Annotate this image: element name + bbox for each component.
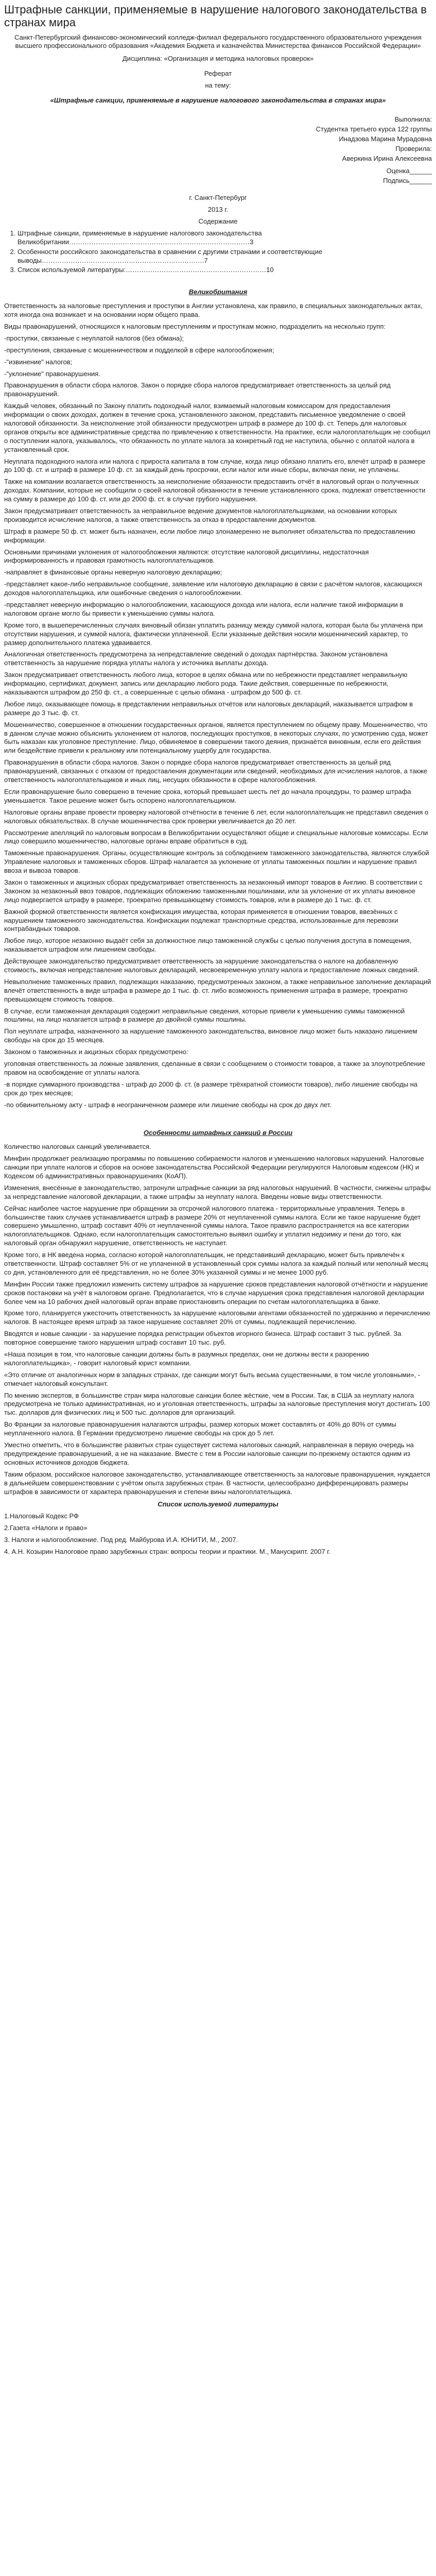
paragraph: Во Франции за налоговые правонарушения налагаются штрафы, размер которых может составлять от 40% до 80% от суммы неуплаченного налога. В Германии предусмотрено лишение свободы на срок до 5 лет.: [4, 1420, 396, 1437]
literature-heading: Список используемой литературы: [158, 1500, 278, 1509]
paragraph: Пол неуплате штрафа, назначенного за нарушение таможенного законодательства, виновное лицо может быть наказано лишением свободы на срок до 15 месяцев.: [4, 1027, 417, 1044]
paragraph: Минфин продолжает реализацию программы по повышению собираемости налогов и уменьшению налоговых нарушений. Налоговые санкции при уплате налогов и сборов на основе законодательства Российской Федерации регулируются Налоговым кодексом (НК) и Кодексом об административных правонарушениях (КоАП).: [4, 1155, 424, 1180]
paragraph: Таможенные правонарушения. Органы, осуществляющие контроль за соблюдением таможенного законодательства, являются службой Управление налоговых и таможенных сборов. Штраф налагается за уклонение от уплаты таможенных пошлин и нарушение правил ввоза и вывоза товаров.: [4, 849, 429, 875]
toc-item[interactable]: 3. Список используемой литературы:………………………………………………………10: [18, 266, 432, 275]
table-of-contents: [4, 217, 432, 275]
literature-item: 1.Налоговый Кодекс РФ: [4, 1512, 79, 1520]
student-info: Студентка третьего курса 122 группы: [316, 125, 432, 133]
paragraph: По мнению экспертов, в большинстве стран мира налоговые санкции более жёсткие, чем в России. Так, в США за неуплату налога предусмотрена не только административная, но и уголовная ответственность, штрафы за налоговые преступления могут достигать 100 тыс. долларов для физических лиц и 500 тыс. долларов для организаций.: [4, 1391, 430, 1417]
literature-section: [4, 1500, 432, 1556]
paragraph: Правонарушения в области сбора налогов. Закон о порядке сбора налогов предусматривает ответственность за целый ряд правонарушений, связанных с отказом от предоставления документации или сведений, необходимых для исчисления налогов, а также ответственность налогоплательщиков и иных лиц, несущих обязанности в сфере налогообложения.: [4, 758, 428, 784]
paragraph: Изменения, внесённые в законодательство, затронули штрафные санкции за ряд налоговых нарушений. В частности, снижены штрафы за непредставление налоговой декларации, а также штрафы за неуплату налога. Введены новые виды ответственности.: [4, 1183, 431, 1200]
performed-label: Выполнила:: [394, 115, 432, 123]
doc-type: Реферат: [204, 70, 232, 78]
discipline-line: Дисциплина: «Организация и методика налоговых проверок»: [122, 55, 314, 63]
paragraph: В случае, если таможенная декларация содержит неправильные сведения, которые привели к уменьшению суммы таможенной пошлины, на лицо налагается штраф в размере до двойной суммы пошлины.: [4, 1007, 405, 1024]
paragraph: Кроме того, планируется ужесточить ответственность за нарушение налоговыми агентами обязанностей по удержанию и перечислению налогов. В настоящее время штраф за такое нарушение составляет 20% от суммы, подлежащей перечислению.: [4, 1309, 430, 1326]
paragraph: Виды правонарушений, относящихся к налоговым преступлениям и проступкам можно, подразделить на несколько групп:: [4, 322, 386, 330]
paragraph: Налоговые органы вправе провести проверку налоговой отчётности в течение 6 лет, если налогоплательщик не представил сведения о налоговых обязательствах. В случае мошенничества срок проверки увеличивается до 20 лет.: [4, 808, 429, 825]
paragraph: Основными причинами уклонения от налогообложения являются: отсутствие налоговой дисциплины, недостаточная информированность и правовая грамотность налогоплательщиков.: [4, 548, 369, 565]
paragraph: Количество налоговых санкций увеличивается.: [4, 1143, 151, 1151]
paragraph: Аналогичная ответственность предусмотрена за непредставление сведений о доходах партнёрства. Законом установлена ответственность за нарушение порядка уплаты налога у источника выплаты дохода.: [4, 650, 388, 667]
literature-item: 2.Газета «Налоги и право»: [4, 1524, 88, 1532]
teacher-name: Аверкина Ирина Алексеевна: [342, 154, 432, 162]
paragraph: -представляет неверную информацию о налогообложении, касающуюся дохода или налога, если наличие такой информации в налоговом органе могло бы привести к уменьшению суммы налога.: [4, 601, 404, 617]
paragraph: Кроме того, в вышеперечисленных случаях виновный обязан уплатить разницу между суммой налога, которая была бы уплачена при отсутствии нарушения, и суммой налога, фактически уплаченной. Если указанные действия носили мошеннический характер, то размер дополнительного платежа удваивается.: [4, 621, 423, 647]
paragraph: Неуплата подоходного налога или налога с прироста капитала в том случае, когда лицо обязано платить его, влечёт штраф в размере до 100 ф. ст. и штраф в размере 10 ф. ст. за каждый день просрочки, если налог или иные сборы, включая пени, не уплачены.: [4, 457, 426, 474]
paragraph: Закон предусматривает ответственность за неправильное ведение документов налогоплательщиками, на основании которых производится исчисление налогов, а также ответственность за отказ в предоставлении документов.: [4, 507, 397, 523]
section-great-britain: [4, 288, 432, 1109]
paragraph: Важной формой ответственности является конфискация имущества, которая применяется в отношении товаров, ввезённых с нарушением таможенного законодательства. Конфискации подлежат транспортные средства, использованные для перевозки контрабандных товаров.: [4, 907, 398, 933]
paragraph: Штраф в размере 50 ф. ст. может быть назначен, если любое лицо злонамеренно не выполняет обязательства по предоставлению информации.: [4, 527, 415, 544]
paragraph: «Наша позиция в том, что налоговые санкции должны быть в разумных пределах, они не должны вести к разорению налогоплательщика», - говорит налоговый юрист компании.: [4, 1350, 369, 1367]
paragraph: Действующее законодательство предусматривает ответственность за нарушение законодательства о налоге на добавленную стоимость, включая непредставление налоговых деклараций, несвоевременную уплату налога и предоставление ложных сведений.: [4, 957, 420, 974]
paragraph: -преступления, связанные с мошенничеством и подделкой в сфере налогообложения;: [4, 346, 274, 354]
paragraph: Таким образом, российское налоговое законодательство, устанавливающее ответственность за налоговые правонарушения, нуждается в дальнейшем совершенствовании с учётом опыта зарубежных стран. В частности, целесообразно дифференцировать размеры штрафов в зависимости от характера правонарушения и степени вины налогоплательщика.: [4, 1470, 430, 1496]
paragraph: Если правонарушение было совершено в течение срока, который превышает шесть лет до начала процедуры, то размер штрафа уменьшается. Такое решение может быть оспорено налогоплательщиком.: [4, 787, 411, 804]
paragraph: -"уклонение" правонарушения.: [4, 369, 100, 378]
toc-list: [4, 229, 432, 275]
toc-heading: Содержание: [198, 217, 238, 225]
section-heading: Особенности штрафных санкций в России: [143, 1129, 293, 1137]
section-heading: Великобритания: [188, 288, 248, 296]
page-title: Штрафные санкции, применяемые в нарушение налогового законодательства в странах мира: [4, 3, 427, 29]
literature-item: 4. А.Н. Козырин Налоговое право зарубежных стран: вопросы теории и практики. М., Манускрипт. 2007 г.: [4, 1547, 331, 1555]
paragraph: Рассмотрение апелляций по налоговым вопросам в Великобритании осуществляют общие и специальные налоговые комиссары. Если лицо совершило мошенничество, налоговые органы вправе обратиться в суд.: [4, 828, 428, 845]
section-body: [4, 1143, 432, 1496]
section-body: [4, 302, 432, 1109]
paragraph: Также на компании возлагается ответственность за неисполнение обязанности предоставить отчёт в налоговый орган о полученных доходах. Компании, которые не сообщили о своей налоговой обязанности в течение установленного срока, подлежат ответственности на сумму в размере до 100 ф. ст. или до 2000 ф. ст. в случае грубого нарушения.: [4, 478, 426, 503]
paragraph: Вводятся и новые санкции - за нарушение порядка регистрации объектов игорного бизнеса. Штраф составит 3 тыс. рублей. За повторное совершение такого нарушения штраф составит 10 тыс. руб.: [4, 1330, 402, 1347]
section-russia: [4, 1129, 432, 1496]
paragraph: Минфин России также предложил изменить систему штрафов за нарушение сроков представления налоговой отчётности и нарушение сроков постановки на учёт в налоговом органе. Предполагается, что в случае нарушения срока представления налоговой декларации более чем на 10 рабочих дней налоговый орган вправе приостановить операции по счетам налогоплательщика в банке.: [4, 1280, 428, 1306]
paragraph: Мошенничество, совершенное в отношении государственных органов, является преступлением по общему праву. Мошенничество, что в данном случае можно объяснить уклонением от налогов, последующих проступков, в некоторых случаях, по усмотрению суда, может быть наказан как уголовное преступление. Лицо, обвиняемое в совершении такого деяния, признаётся виновным, если его действия или бездействие привели к реальному или потенциальному ущербу для государства.: [4, 720, 428, 755]
paragraph: Кроме того, в НК введена норма, согласно которой налогоплательщик, не представивший декларацию, может быть привлечён к ответственности. Штраф составляет 5% от не уплаченной в установленный срок суммы налога за каждый полный или неполный месяц со дня, установленного для её представления, но не более 30% указанной суммы и не менее 1000 руб.: [4, 1251, 428, 1276]
paragraph: Сейчас наиболее частое нарушение при обращении за отсрочкой налогового платежа - территориальные управления. Теперь в большинстве таких случаев устанавливается штраф в размере 20% от неуплаченной суммы налога. Если же такое нарушение будет совершено умышленно, штраф составит 40% от неуплаченной суммы налога. Такое правило распространяется на все категории налогоплательщиков. Однако, если налогоплательщик самостоятельно выявил ошибку и уплатил недоимку и пени до того, как налоговый орган обнаружил нарушение, ответственность не наступает.: [4, 1204, 421, 1247]
topic-title: «Штрафные санкции, применяемые в нарушение налогового законодательства в странах мира»: [50, 96, 386, 105]
paragraph: -направляет в финансовые органы неверную налоговую декларацию;: [4, 568, 222, 577]
paragraph: Закон о таможенных и акцизных сборах предусматривает ответственность за незаконный импорт товаров в Англию. В соответствии с Законом за незаконный ввоз товаров, подлежащих обложению таможенными пошлинами, или за уклонение от их уплаты виновное лицо подвергается штрафу в размере, троекратно превышающему стоимость товаров, или в размере до 1 тыс. ф. ст.: [4, 878, 423, 904]
paragraph: «Это отличие от аналогичных норм в западных странах, где санкции могут быть весьма существенными, в том числе уголовными», - отмечает налоговый консультант.: [4, 1370, 421, 1387]
paragraph: Законом о таможенных и акцизных сборах предусмотрено:: [4, 1048, 188, 1056]
paragraph: Уместно отметить, что в большинстве развитых стран существует система налоговых санкций, направленная в первую очередь на предупреждение правонарушений, а не на наказание. Вместе с тем в России налоговые санкции по-прежнему остаются одним из основных источников доходов бюджета.: [4, 1441, 414, 1466]
grade-line: Оценка______: [386, 167, 432, 175]
checked-label: Проверила:: [395, 144, 432, 152]
paragraph: Правонарушения в области сбора налогов. Закон о порядке сбора налогов предусматривает ответственность за целый ряд правонарушений.: [4, 381, 391, 398]
literature-item: 3. Налоги и налогообложение. Под ред. Майбурова И.А. ЮНИТИ, М., 2007.: [4, 1536, 238, 1544]
organization-name: Санкт-Петербургский финансово-экономический колледж-филиал федерального государственного образовательного учреждения высшего профессионального образования «Академия Бюджета и казначейства Министерства финансов Российской Федерации»: [14, 33, 422, 50]
toc-item[interactable]: 2. Особенности российского законодательства в сравнении с другими странами и соответствующие выводы……………………………………………………………….7: [18, 248, 432, 265]
paragraph: -"извинение" налогов;: [4, 358, 73, 366]
paragraph: -по обвинительному акту - штраф в неограниченном размере или лишение свободы на срок до двух лет.: [4, 1100, 332, 1109]
city: г. Санкт-Петербург: [189, 194, 247, 202]
paragraph: Любое лицо, оказывающее помощь в представлении неправильных отчётов или налоговых деклараций, наказывается штрафом в размере до 3 тыс. ф. ст.: [4, 700, 413, 717]
paragraph: -представляет какое-либо неправильное сообщение, заявление или налоговую декларацию в связи с расчётом налогов, касающихся доходов налогоплательщика, или ошибочные сведения о налогообложении.: [4, 580, 423, 597]
title-page: [4, 33, 432, 214]
paragraph: Закон предусматривает ответственность любого лица, которое в целях обмана или по небрежности представляет неправильную информацию, сертификат, документ, запись или декларацию любого рода. Такие действия, совершенные по небрежности, наказываются штрафом до 250 ф. ст., а совершенные с целью обмана - штрафом до 500 ф. ст.: [4, 671, 408, 697]
paragraph: -проступки, связанные с неуплатой налогов (без обмана);: [4, 334, 184, 342]
paragraph: -в порядке суммарного производства - штраф до 2000 ф. ст. (в размере трёхкратной стоимости товаров), либо лишение свободы на срок до трех месяцев;: [4, 1080, 418, 1097]
paragraph: Любое лицо, которое незаконно выдаёт себя за должностное лицо таможенной службы с целью получения доступа в помещения, наказывается штрафом или лишением свободы.: [4, 937, 412, 954]
paragraph: уголовная ответственность за ложные заявления, сделанные в связи с сообщением о стоимости товаров, а также за злоупотребление правом на освобождение от уплаты налога.: [4, 1059, 425, 1076]
literature-list: [4, 1512, 432, 1556]
signature-line: Подпись______: [383, 177, 432, 185]
student-name: Инадзова Марина Мурадовна: [339, 134, 432, 143]
topic-label: на тему:: [205, 81, 231, 90]
toc-item[interactable]: 1. Штрафные санкции, применяемые в нарушение налогового законодательства Великобритании………………………………………………………………………3: [18, 229, 432, 247]
paragraph: Ответственность за налоговые преступления и проступки в Англии установлена, как правило, в специальных законодательных актах, хотя иногда она возникает и на основании норм общего права.: [4, 302, 423, 319]
year: 2013 г.: [207, 206, 229, 214]
paragraph: Невыполнение таможенных правил, подлежащих наказанию, предусмотренных законом, а также неправильное заполнение деклараций влечёт ответственность в виде штрафа в размере до 1 тыс. ф. ст. либо возможность применения штрафа в размере, троекратно превышающем стоимость товаров.: [4, 977, 431, 1003]
paragraph: Каждый человек, обязанный по Закону платить подоходный налог, взимаемый налоговым комиссаром для предоставления информации о своих доходах, должен в течение срока, установленного законом, представить письменное уведомление о своей налоговой обязанности. За неисполнение этой обязанности предусмотрен штраф в размере до 100 ф. ст. Теперь для налоговых органов открыты все административные средства по привлечению к ответственности. На практике, если налогоплательщик не сообщил о поступлении налога, указывалось, что обязанность по уплате налога за конкретный год не наступила, обычно с оплатой налога в установленный срок.: [4, 402, 431, 453]
